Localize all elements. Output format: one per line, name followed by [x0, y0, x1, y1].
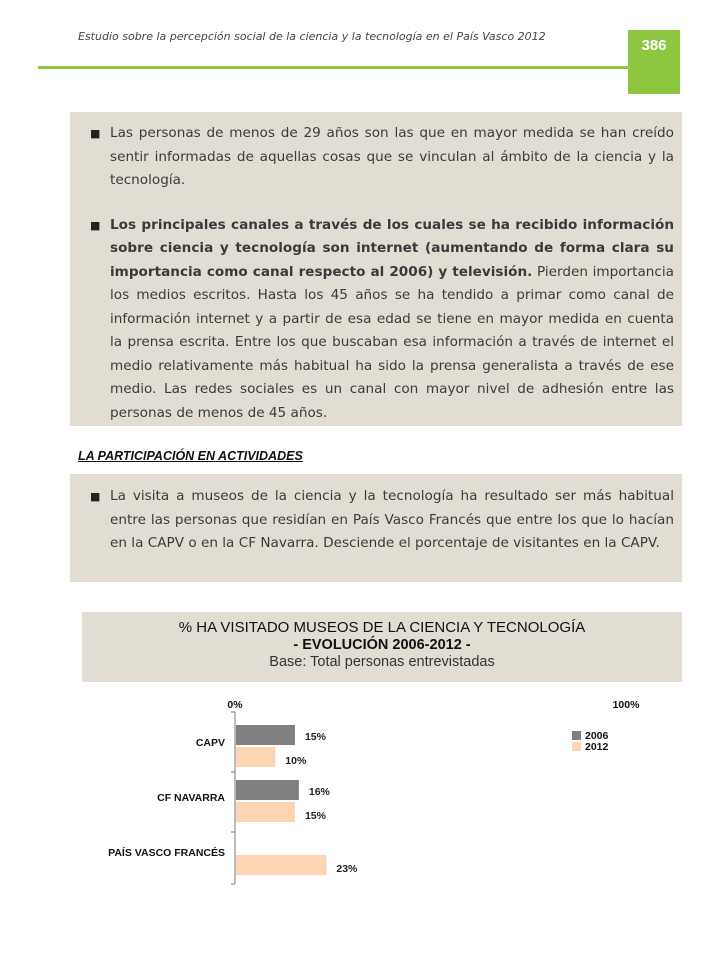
summary-box-participation [70, 474, 682, 582]
data-label: 15% [304, 810, 326, 822]
data-label: 15% [304, 731, 326, 743]
chart-title-box [82, 612, 682, 682]
category-label: CAPV [195, 737, 225, 749]
page-number-badge: 386 [628, 30, 680, 94]
bar-2006 [236, 725, 295, 745]
bullet-square-icon: ■ [90, 490, 101, 503]
legend-label: 2006 [585, 730, 609, 742]
chart-base-note: Base: Total personas entrevistadas [269, 654, 495, 670]
bullet-item [76, 122, 674, 193]
category-label: PAÍS VASCO FRANCÉS [108, 847, 225, 859]
bar-2006 [236, 780, 299, 800]
legend-label: 2012 [585, 741, 609, 753]
chart-title: % HA VISITADO MUSEOS DE LA CIENCIA Y TECNOLOGÍA [178, 619, 586, 636]
bar-2012 [236, 747, 275, 767]
bar-2012 [236, 855, 326, 875]
bullet-text: Las personas de menos de 29 años son las que en mayor medida se han creído sentir informadas de aquellas cosas que se vinculan al ámbito de la ciencia y la tecnología. [110, 125, 674, 188]
axis-tick-label: 100% [612, 699, 640, 711]
legend-swatch-2012 [572, 742, 581, 751]
header-divider [38, 66, 628, 69]
category-label: CF NAVARRA [157, 792, 225, 804]
bullet-text: La visita a museos de la ciencia y la tecnología ha resultado ser más habitual entre las personas que residían en País Vasco Francés que entre los que lo hacían en la CAPV o en la CF Navarra. Desciende el porcentaje de visitantes en la CAPV. [110, 488, 674, 551]
bar-2012 [236, 802, 295, 822]
chart-subtitle: - EVOLUCIÓN 2006-2012 - [293, 637, 471, 653]
bullet-item [76, 485, 674, 556]
data-label: 10% [285, 755, 307, 767]
axis-tick-label: 0% [227, 699, 243, 711]
document-header-title: Estudio sobre la percepción social de la ciencia y la tecnología en el País Vasco 2012 [78, 30, 546, 43]
legend-swatch-2006 [572, 731, 581, 740]
bullet-item [76, 214, 674, 426]
bullet-square-icon: ■ [90, 218, 101, 232]
data-label: 23% [336, 863, 358, 875]
data-label: 16% [308, 786, 330, 798]
bullet-square-icon: ■ [90, 127, 101, 140]
bullet-text-bold: Los principales canales a través de los cuales se ha recibido información sobre ciencia y tecnología son internet (aumentando de forma clara su importancia como canal respecto al 2006) y televisión. [110, 216, 674, 280]
summary-box-information [70, 112, 682, 426]
bullet-text: Pierden importancia los medios escritos. Hasta los 45 años se ha tendido a primar como canal de información internet y a partir de esa edad se tiene en mayor medida en cuenta la prensa escrita. Entre los que buscaban esa información a través de internet el medio relativamente más habitual ha sido la prensa generalista a través de ese medio. Las redes sociales es un canal con mayor nivel de adhesión entre las personas de menos de 45 años. [110, 263, 674, 421]
section-title: LA PARTICIPACIÓN EN ACTIVIDADES [78, 449, 303, 463]
